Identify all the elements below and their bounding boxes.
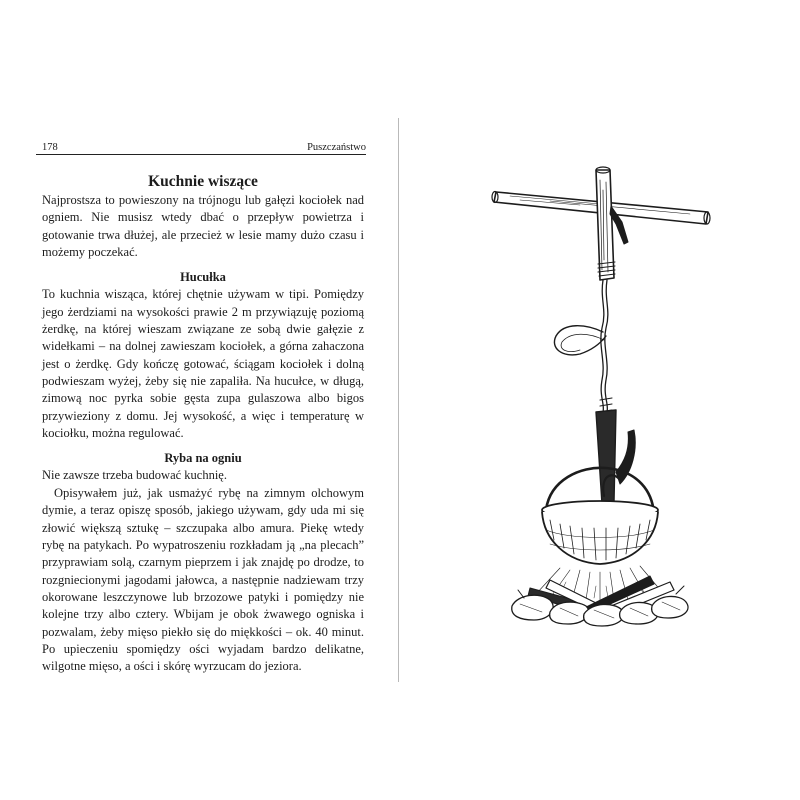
left-page (36, 138, 366, 674)
gutter-line (398, 118, 399, 682)
kettle (542, 501, 658, 564)
chapter-intro: Najprostsza to powieszony na trójnogu lub gałęzi kociołek nad ogniem. Nie musisz wtedy dbać o przepływ powietrza i gotowanie trwa dłużej, ale przecież w lesie mamy dużo czasu i możemy poczekać. (42, 193, 364, 260)
huculka-title: Hucułka (180, 270, 226, 285)
page-number: 178 (42, 142, 58, 153)
hanging-kitchen-illustration (400, 100, 800, 660)
chapter-title: Kuchnie wiszące (148, 173, 258, 190)
upper-branch (596, 167, 628, 280)
lower-branch (596, 410, 635, 504)
ryba-paragraph-1: Nie zawsze trzeba budować kuchnię. (42, 468, 227, 483)
hanging-rope (554, 280, 612, 412)
huculka-paragraph: To kuchnia wisząca, której chętnie używam w tipi. Pomiędzy jego żerdziami na wysokości prawie 2 m przywiązuję poziomą żerdkę, na której wieszam związane ze sobą dwie gałęzie z widełkami – na dolnej zawieszam kociołek, a górna zahaczona jest o żerdkę. Gdy kończę gotować, ściągam kociołek i dolną podwieszam wyżej, żeby się nie zapaliła. Na hucułce, w długą, zimową noc pyrka sobie gęsta zupa gulaszowa albo bigos przywieziony z domu. Jej wysokość, a więc i temperaturę w kociołku, można regulować. (42, 287, 364, 441)
ryba-title: Ryba na ogniu (164, 451, 242, 466)
text-block (42, 172, 364, 676)
section-title: Puszczaństwo (307, 142, 366, 153)
ryba-paragraph-2: Opisywałem już, jak usmażyć rybę na zimnym olchowym dymie, a teraz opiszę sposób, jakiego używam, gdy uda mi się złowić większą sztukę – szczupaka albo amura. Piekę wtedy rybę na patykach. Po wypatroszeniu rozkładam ją „na plecach” przyprawiam solą, czarnym pieprzem i jak znajdę po drodze, to rozgniecionymi jagodami jałowca, a następnie nadziewam trzy okorowane leszczynowe lub brzozowe patyki i pomiędzy nie kolejne trzy albo cztery. Wbijam je obok żwawego ogniska i pozwalam, żeby mięso piekło się do miękkości – ok. 40 minut. Po upieczeniu spomiędzy ości wyjadam bardzo delikatne, wilgotne mięso, a ości i skórę wyrzucam do jeziora. (42, 485, 364, 674)
running-head (36, 138, 366, 155)
